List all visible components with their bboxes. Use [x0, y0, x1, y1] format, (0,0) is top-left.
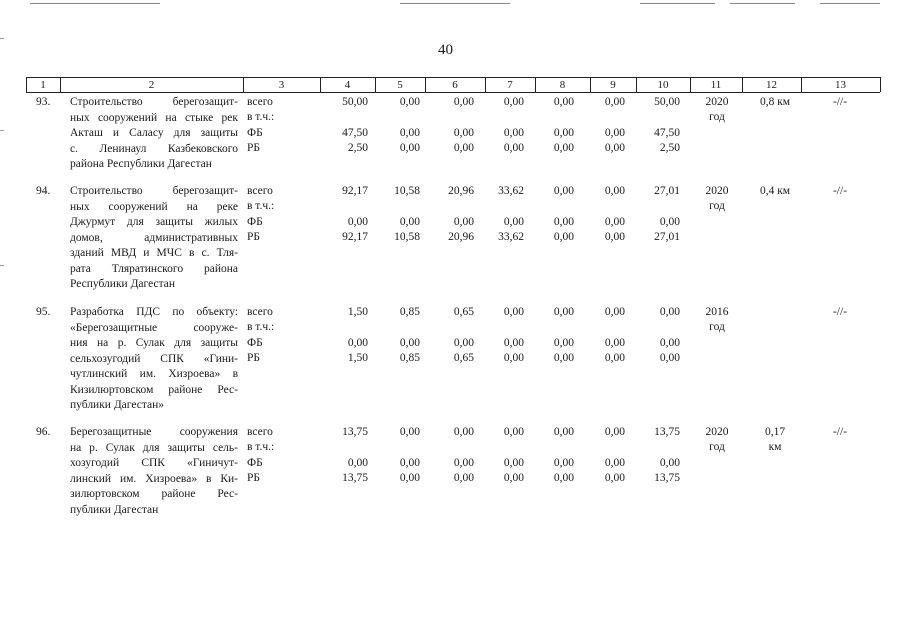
- funding-type-label: РБ: [247, 142, 260, 155]
- column-header: 1: [40, 79, 46, 91]
- note-mark: -//-: [832, 96, 848, 108]
- row-description-line: Республики Дагестан: [70, 278, 175, 290]
- column-header: 8: [559, 79, 566, 91]
- row-description-line: Разработка ПДС по объекту:: [70, 306, 238, 318]
- amount-fb-col-7: 0,00: [503, 126, 524, 139]
- scan-mark: [0, 38, 4, 39]
- amount-total-col-9: 0,00: [604, 306, 625, 318]
- note-mark: -//-: [832, 426, 848, 438]
- amount-fb-col-6: 0,00: [453, 456, 474, 469]
- amount-fb-col-8: 0,00: [553, 126, 574, 139]
- page-number: 40: [438, 42, 453, 58]
- amount-rb-col-8: 0,00: [553, 352, 574, 365]
- amount-total-col-8: 0,00: [553, 426, 574, 438]
- completion-year: 2016: [705, 306, 729, 318]
- row-description-line: «Берегозащитные сооруже-: [70, 321, 238, 334]
- amount-rb-col-10: 2,50: [659, 142, 680, 155]
- amount-rb-col-7: 0,00: [503, 142, 524, 155]
- completion-year: 2020: [705, 185, 729, 197]
- completion-year: год: [709, 200, 725, 213]
- column-header: 4: [344, 79, 351, 91]
- funding-type-label: ФБ: [247, 336, 263, 349]
- amount-total-col-6: 20,96: [448, 185, 474, 197]
- amount-rb-col-4: 13,75: [342, 472, 368, 485]
- amount-fb-col-5: 0,00: [399, 456, 420, 469]
- amount-total-col-10: 0,00: [659, 306, 680, 318]
- column-header: 3: [278, 79, 285, 91]
- amount-total-col-4: 50,00: [342, 96, 368, 108]
- amount-rb-col-9: 0,00: [604, 231, 625, 244]
- amount-fb-col-8: 0,00: [553, 336, 574, 349]
- amount-total-col-8: 0,00: [553, 306, 574, 318]
- amount-total-col-7: 33,62: [498, 185, 524, 197]
- amount-rb-col-6: 20,96: [448, 231, 474, 244]
- amount-rb-col-9: 0,00: [604, 352, 625, 365]
- column-header: 10: [657, 79, 669, 91]
- amount-total-col-7: 0,00: [503, 426, 524, 438]
- row-description-line: Кизилюртовском районе Рес-: [70, 383, 238, 396]
- completion-year: 2020: [705, 96, 729, 108]
- column-header: 2: [148, 79, 155, 91]
- amount-total-col-9: 0,00: [604, 96, 625, 108]
- amount-rb-col-8: 0,00: [553, 142, 574, 155]
- amount-fb-col-7: 0,00: [503, 336, 524, 349]
- row-description-line: линский им. Хизроева» в Ки-: [70, 472, 238, 485]
- column-divider: [880, 77, 881, 92]
- row-description-line: Берегозащитные сооружения: [70, 426, 238, 438]
- completion-year: год: [709, 441, 725, 454]
- header-bottom-border: [26, 92, 880, 93]
- amount-total-col-5: 0,85: [399, 306, 420, 318]
- amount-rb-col-9: 0,00: [604, 142, 625, 155]
- amount-rb-col-4: 1,50: [347, 352, 368, 365]
- column-header: 9: [610, 79, 616, 91]
- row-description-line: на р. Сулак для защиты сель-: [70, 441, 238, 454]
- row-description-line: зилюртовском районе Рес-: [70, 488, 238, 500]
- amount-total-col-4: 13,75: [342, 426, 368, 438]
- scan-mark: [640, 3, 715, 4]
- row-description-line: сельхозугодий СПК «Гини-: [70, 352, 238, 365]
- table-top-border: [26, 77, 880, 78]
- funding-type-label: в т.ч.:: [247, 111, 275, 124]
- amount-total-col-5: 0,00: [399, 96, 420, 108]
- row-description-line: с. Ленинаул Казбековского: [70, 142, 238, 155]
- amount-rb-col-10: 27,01: [654, 231, 680, 244]
- amount-total-col-6: 0,00: [453, 426, 474, 438]
- completion-year: 2020: [705, 426, 729, 438]
- amount-fb-col-4: 0,00: [347, 456, 368, 469]
- column-header: 5: [397, 79, 403, 91]
- amount-fb-col-10: 47,50: [654, 126, 680, 139]
- amount-rb-col-7: 33,62: [498, 231, 524, 244]
- amount-fb-col-9: 0,00: [604, 456, 625, 469]
- column-header: 12: [766, 79, 777, 91]
- amount-fb-col-10: 0,00: [659, 456, 680, 469]
- scan-mark: [730, 3, 795, 4]
- capacity-length: км: [768, 441, 782, 454]
- amount-total-col-9: 0,00: [604, 185, 625, 197]
- amount-fb-col-5: 0,00: [399, 215, 420, 228]
- funding-type-label: в т.ч.:: [247, 321, 275, 334]
- funding-type-label: в т.ч.:: [247, 441, 275, 454]
- column-header: 6: [452, 79, 458, 91]
- note-mark: -//-: [832, 306, 848, 318]
- funding-type-label: всего: [247, 185, 273, 197]
- funding-type-label: всего: [247, 426, 273, 438]
- row-description-line: домов, административных: [70, 231, 238, 244]
- amount-total-col-10: 27,01: [654, 185, 680, 197]
- row-number: 93.: [36, 96, 51, 108]
- row-description-line: Акташ и Саласу для защиты: [70, 127, 238, 139]
- amount-fb-col-4: 0,00: [347, 215, 368, 228]
- row-description-line: Джурмут для защиты жилых: [70, 216, 238, 228]
- amount-total-col-8: 0,00: [553, 96, 574, 108]
- completion-year: год: [709, 111, 725, 124]
- amount-rb-col-5: 0,00: [399, 142, 420, 155]
- row-description-line: ния на р. Сулак для защиты: [70, 337, 238, 349]
- amount-rb-col-5: 10,58: [394, 231, 420, 244]
- completion-year: год: [709, 321, 725, 334]
- amount-rb-col-6: 0,00: [453, 472, 474, 485]
- amount-rb-col-6: 0,65: [453, 352, 474, 365]
- column-header: 13: [835, 79, 846, 91]
- amount-rb-col-6: 0,00: [453, 142, 474, 155]
- amount-fb-col-6: 0,00: [453, 215, 474, 228]
- funding-type-label: в т.ч.:: [247, 200, 275, 213]
- capacity-length: 0,17: [764, 426, 786, 438]
- scan-mark: [820, 3, 880, 4]
- scan-mark: [30, 3, 160, 4]
- column-header: 7: [507, 79, 513, 91]
- amount-total-col-4: 1,50: [347, 306, 368, 318]
- capacity-length: 0,4 км: [759, 185, 791, 197]
- funding-type-label: РБ: [247, 231, 260, 244]
- amount-rb-col-4: 2,50: [347, 142, 368, 155]
- funding-type-label: РБ: [247, 472, 260, 485]
- amount-total-col-5: 10,58: [394, 185, 420, 197]
- funding-type-label: ФБ: [247, 215, 263, 228]
- amount-total-col-6: 0,00: [453, 96, 474, 108]
- row-description-line: хозугодий СПК «Гиничут-: [70, 457, 238, 469]
- row-description-line: Строительство берегозащит-: [70, 185, 238, 197]
- amount-fb-col-10: 0,00: [659, 215, 680, 228]
- funding-type-label: ФБ: [247, 456, 263, 469]
- amount-fb-col-5: 0,00: [399, 126, 420, 139]
- amount-rb-col-5: 0,00: [399, 472, 420, 485]
- amount-fb-col-8: 0,00: [553, 215, 574, 228]
- row-description-line: Строительство берегозащит-: [70, 96, 238, 108]
- note-mark: -//-: [832, 185, 848, 197]
- funding-type-label: всего: [247, 96, 273, 108]
- amount-rb-col-10: 0,00: [659, 352, 680, 365]
- row-description-line: публики Дагестан»: [70, 399, 165, 411]
- amount-fb-col-9: 0,00: [604, 336, 625, 349]
- amount-total-col-8: 0,00: [553, 185, 574, 197]
- funding-type-label: всего: [247, 306, 273, 318]
- amount-total-col-4: 92,17: [342, 185, 368, 197]
- scan-mark: [0, 265, 4, 266]
- amount-rb-col-4: 92,17: [342, 231, 368, 244]
- amount-fb-col-6: 0,00: [453, 126, 474, 139]
- amount-rb-col-8: 0,00: [553, 472, 574, 485]
- amount-fb-col-8: 0,00: [553, 456, 574, 469]
- row-number: 94.: [36, 185, 51, 197]
- amount-total-col-10: 50,00: [654, 96, 680, 108]
- amount-fb-col-4: 0,00: [347, 336, 368, 349]
- funding-type-label: ФБ: [247, 126, 263, 139]
- amount-total-col-6: 0,65: [453, 306, 474, 318]
- amount-rb-col-9: 0,00: [604, 472, 625, 485]
- row-description-line: публики Дагестан: [70, 503, 159, 516]
- amount-total-col-7: 0,00: [503, 96, 524, 108]
- amount-rb-col-8: 0,00: [553, 231, 574, 244]
- amount-fb-col-7: 0,00: [503, 215, 524, 228]
- amount-total-col-7: 0,00: [503, 306, 524, 318]
- row-number: 95.: [36, 306, 51, 318]
- funding-type-label: РБ: [247, 352, 260, 365]
- row-description-line: рата Тляратинского района: [70, 262, 238, 275]
- row-number: 96.: [36, 426, 51, 438]
- amount-fb-col-10: 0,00: [659, 336, 680, 349]
- column-header: 11: [710, 79, 722, 91]
- amount-fb-col-4: 47,50: [342, 126, 368, 139]
- row-description-line: чутлинский им. Хизроева» в: [70, 368, 238, 380]
- row-description-line: ных сооружений на реке: [70, 200, 238, 213]
- scan-mark: [400, 3, 510, 4]
- scan-mark: [0, 130, 4, 131]
- amount-fb-col-6: 0,00: [453, 336, 474, 349]
- amount-rb-col-5: 0,85: [399, 352, 420, 365]
- amount-rb-col-7: 0,00: [503, 352, 524, 365]
- amount-fb-col-7: 0,00: [503, 456, 524, 469]
- amount-rb-col-10: 13,75: [654, 472, 680, 485]
- row-description-line: ных сооружений на стыке рек: [70, 111, 238, 124]
- amount-total-col-5: 0,00: [399, 426, 420, 438]
- amount-fb-col-9: 0,00: [604, 126, 625, 139]
- amount-total-col-9: 0,00: [604, 426, 625, 438]
- row-description-line: района Республики Дагестан: [70, 158, 212, 170]
- amount-total-col-10: 13,75: [654, 426, 680, 438]
- capacity-length: 0,8 км: [759, 96, 791, 108]
- amount-fb-col-5: 0,00: [399, 336, 420, 349]
- row-description-line: зданий МВД и МЧС в с. Тля-: [70, 247, 238, 259]
- amount-fb-col-9: 0,00: [604, 215, 625, 228]
- amount-rb-col-7: 0,00: [503, 472, 524, 485]
